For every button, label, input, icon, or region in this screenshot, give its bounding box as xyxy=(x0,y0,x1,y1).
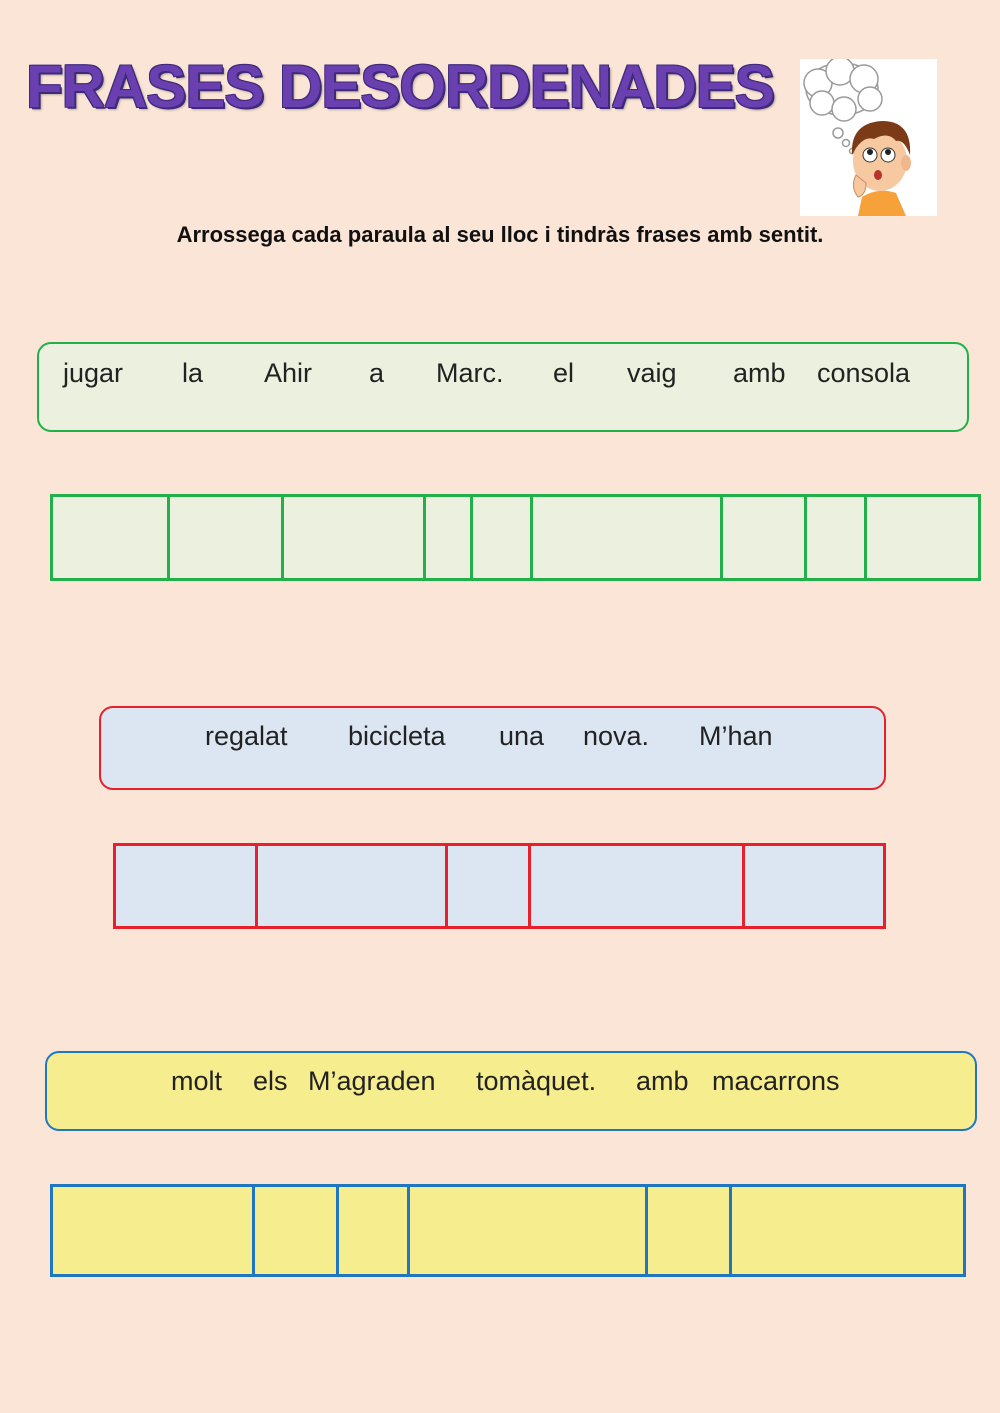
word-tile[interactable]: la xyxy=(182,358,204,388)
drop-slot[interactable] xyxy=(281,497,423,578)
word-tile[interactable]: Marc. xyxy=(436,358,504,388)
page-title: FRASES DESORDENADES xyxy=(26,53,774,120)
drop-slot[interactable] xyxy=(729,1187,963,1274)
drop-slot[interactable] xyxy=(336,1187,407,1274)
drop-slot[interactable] xyxy=(252,1187,336,1274)
word-bank-1 xyxy=(37,342,969,432)
instruction-text: Arrossega cada paraula al seu lloc i tindràs frases amb sentit. xyxy=(176,222,824,247)
drop-slot[interactable] xyxy=(720,497,804,578)
word-tile[interactable]: M’han xyxy=(699,721,773,751)
word-tile[interactable]: els xyxy=(253,1066,288,1096)
word-bank-3 xyxy=(45,1051,977,1131)
drop-slot[interactable] xyxy=(167,497,281,578)
word-tile[interactable]: el xyxy=(553,358,575,388)
word-tile[interactable]: amb xyxy=(636,1066,689,1096)
drop-zone-row-1 xyxy=(50,494,981,581)
drop-slot[interactable] xyxy=(742,846,883,926)
word-tile[interactable]: nova. xyxy=(583,721,650,751)
drop-slot[interactable] xyxy=(423,497,470,578)
word-tile[interactable]: regalat xyxy=(205,721,288,751)
drop-slot[interactable] xyxy=(255,846,445,926)
word-tile[interactable]: M’agraden xyxy=(308,1066,436,1096)
drop-slot[interactable] xyxy=(645,1187,729,1274)
word-tile[interactable]: vaig xyxy=(627,358,677,388)
drop-slot[interactable] xyxy=(407,1187,645,1274)
thinking-boy-icon xyxy=(800,59,937,216)
drop-zone-row-3 xyxy=(50,1184,966,1277)
drop-slot[interactable] xyxy=(470,497,530,578)
word-tile[interactable]: consola xyxy=(817,358,911,388)
word-tile[interactable]: a xyxy=(369,358,385,388)
drop-slot[interactable] xyxy=(53,497,167,578)
drop-slot[interactable] xyxy=(528,846,742,926)
drop-slot[interactable] xyxy=(804,497,864,578)
drop-slot[interactable] xyxy=(116,846,255,926)
word-tile[interactable]: macarrons xyxy=(712,1066,840,1096)
word-tile[interactable]: bicicleta xyxy=(348,721,446,751)
drop-slot[interactable] xyxy=(445,846,528,926)
word-tile[interactable]: jugar xyxy=(63,358,124,388)
word-tile[interactable]: molt xyxy=(171,1066,223,1096)
drop-slot[interactable] xyxy=(530,497,720,578)
drop-slot[interactable] xyxy=(864,497,978,578)
word-bank-2 xyxy=(99,706,886,790)
drop-zone-row-2 xyxy=(113,843,886,929)
drop-slot[interactable] xyxy=(53,1187,252,1274)
word-tile[interactable]: amb xyxy=(733,358,786,388)
word-tile[interactable]: tomàquet. xyxy=(476,1066,597,1096)
word-tile[interactable]: una xyxy=(499,721,545,751)
word-tile[interactable]: Ahir xyxy=(264,358,313,388)
